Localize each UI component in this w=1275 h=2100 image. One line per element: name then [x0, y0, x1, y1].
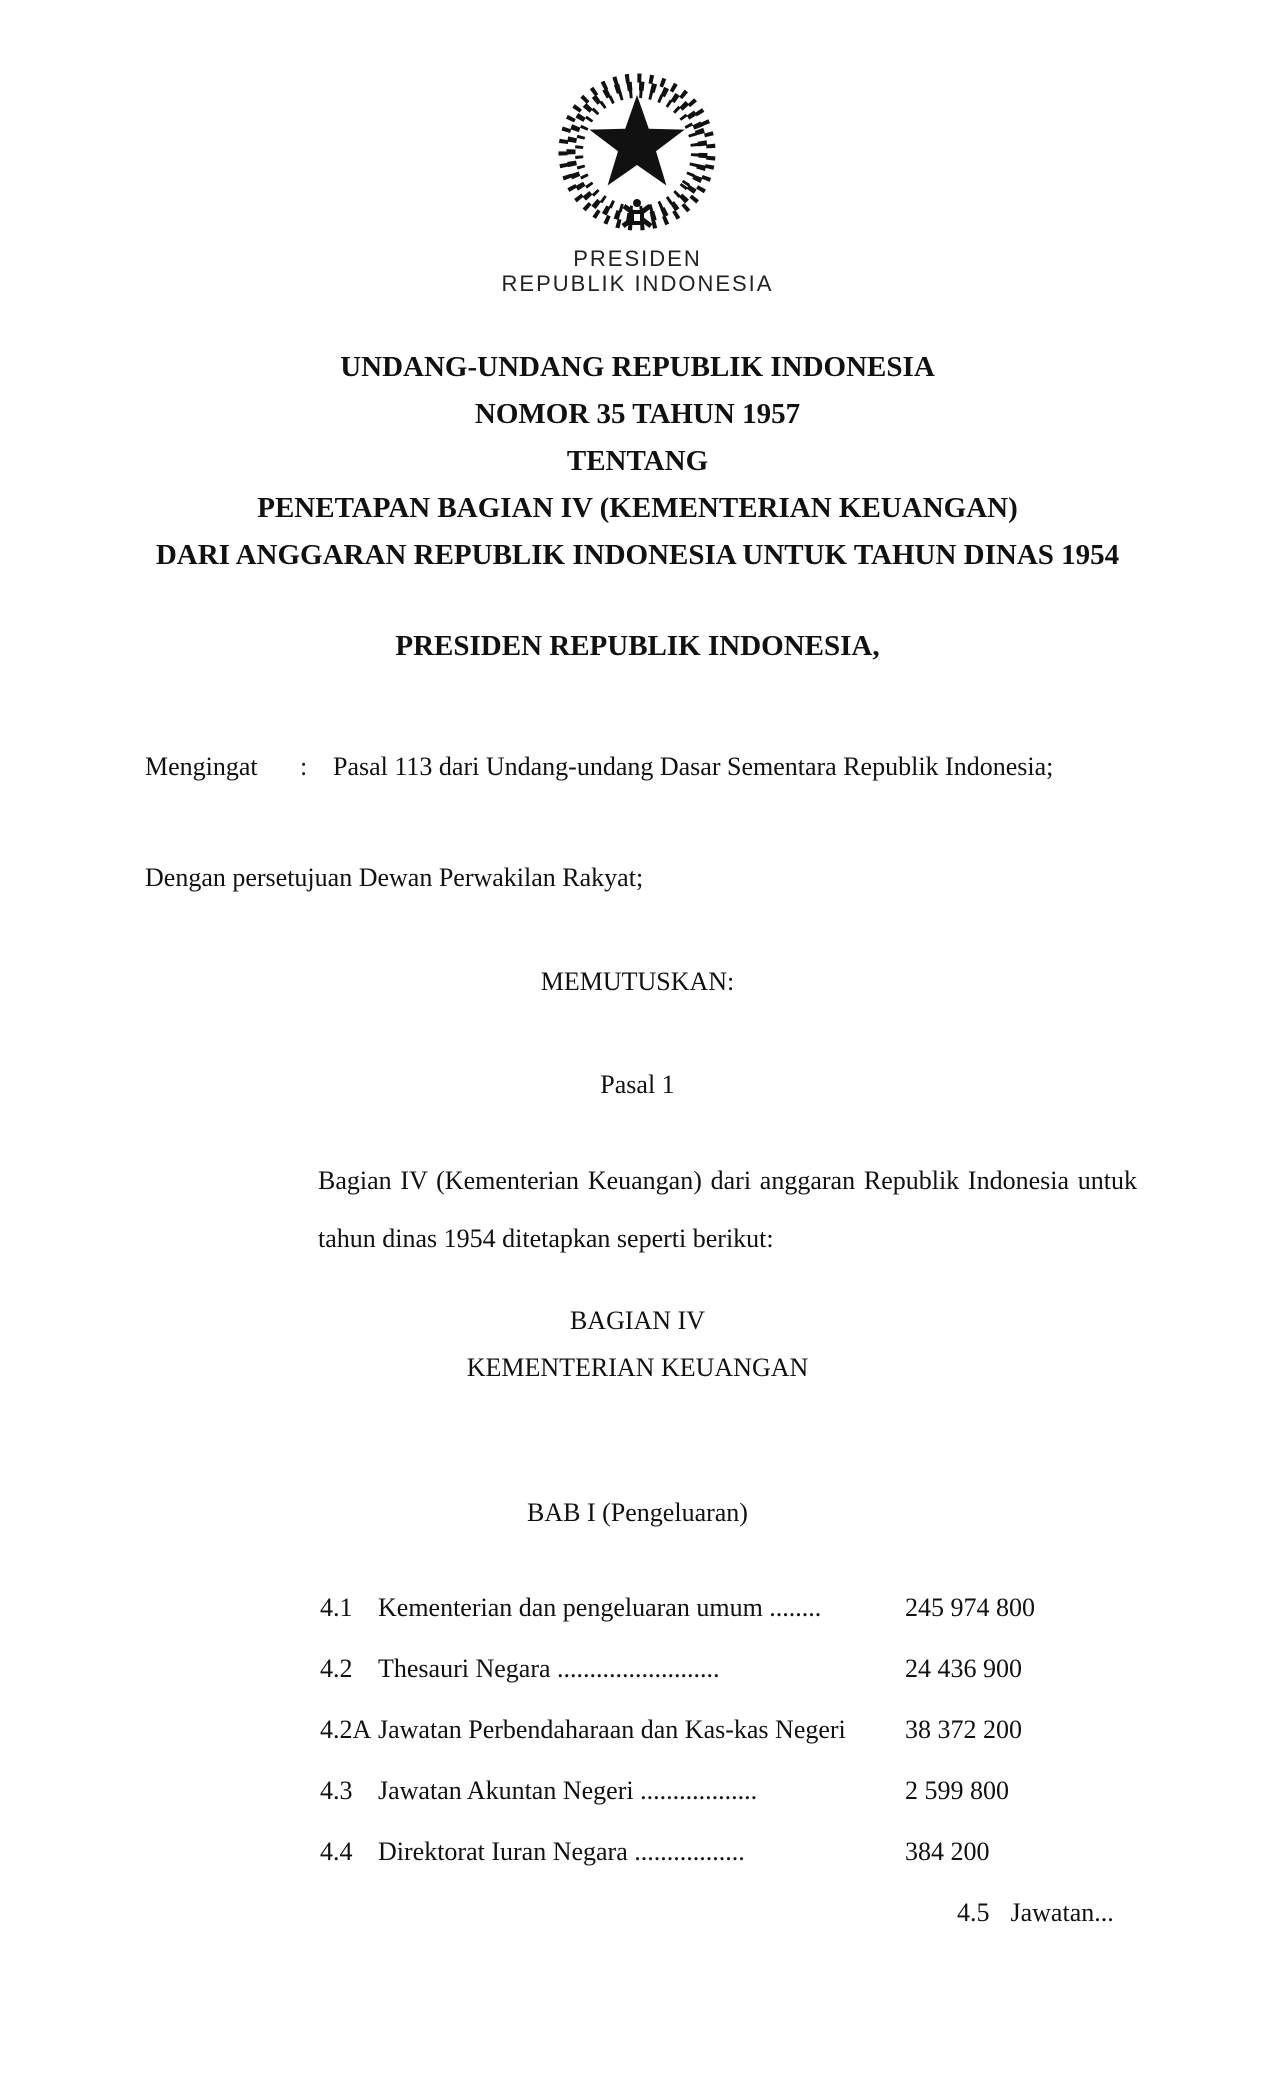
budget-item-amount: 38 372 200: [905, 1715, 1022, 1744]
chapter-heading: BAB I (Pengeluaran): [527, 1498, 748, 1527]
budget-item-code: 4.2: [320, 1654, 353, 1683]
presidential-seal: [547, 42, 727, 242]
budget-item-label: Direktorat Iuran Negara .................: [378, 1837, 745, 1866]
law-title-line-4: PENETAPAN BAGIAN IV (KEMENTERIAN KEUANGAN): [257, 492, 1018, 524]
catchword-code: 4.5: [957, 1898, 990, 1927]
seal-caption-presiden: PRESIDEN: [573, 246, 702, 271]
budget-item-label: Jawatan Akuntan Negeri ..................: [378, 1776, 758, 1805]
decision-heading: MEMUTUSKAN:: [540, 967, 735, 996]
budget-item-code: 4.3: [320, 1776, 353, 1805]
budget-item-code: 4.1: [320, 1593, 353, 1622]
budget-row: [320, 1778, 1140, 1804]
considering-label: Mengingat: [145, 752, 258, 781]
law-title-line-3: TENTANG: [566, 445, 709, 477]
budget-item-code: 4.2A: [320, 1715, 372, 1744]
considering-text: Pasal 113 dari Undang-undang Dasar Sementara Republik Indonesia;: [333, 752, 1054, 781]
law-title-line-1: UNDANG-UNDANG REPUBLIK INDONESIA: [340, 351, 935, 383]
budget-item-code: 4.4: [320, 1837, 353, 1866]
budget-list: [320, 1595, 1140, 1865]
article-body: Bagian IV (Kementerian Keuangan) dari anggaran Republik Indonesia untuk tahun dinas 1954 ditetapkan seperti berikut:: [318, 1166, 1137, 1253]
budget-item-amount: 245 974 800: [905, 1593, 1035, 1622]
considering-separator: :: [300, 752, 308, 781]
ministry-heading: KEMENTERIAN KEUANGAN: [466, 1353, 809, 1382]
budget-item-amount: 384 200: [905, 1837, 990, 1866]
law-title-line-2: NOMOR 35 TAHUN 1957: [474, 398, 801, 430]
budget-item-label: Kementerian dan pengeluaran umum ........: [378, 1593, 822, 1622]
considering-clause: [145, 752, 1135, 782]
budget-item-label: Thesauri Negara .........................: [378, 1654, 720, 1683]
budget-item-label: Jawatan Perbendaharaan dan Kas-kas Negeri: [378, 1715, 846, 1744]
preamble-heading: PRESIDEN REPUBLIK INDONESIA,: [395, 630, 880, 662]
budget-row: [320, 1595, 1140, 1621]
seal-ribbon: [623, 199, 651, 226]
budget-row: [320, 1717, 1140, 1743]
budget-row: [320, 1839, 1140, 1865]
catchword-text: Jawatan...: [1010, 1898, 1114, 1927]
budget-item-amount: 24 436 900: [905, 1654, 1022, 1683]
law-title-line-5: DARI ANGGARAN REPUBLIK INDONESIA UNTUK TAHUN DINAS 1954: [155, 539, 1120, 571]
agreement-clause: Dengan persetujuan Dewan Perwakilan Rakyat;: [145, 863, 644, 892]
part-heading: BAGIAN IV: [569, 1306, 706, 1335]
catchword: [957, 1900, 1114, 1926]
law-title: [0, 344, 1275, 579]
article-heading: Pasal 1: [600, 1070, 675, 1099]
seal-caption-republik-indonesia: REPUBLIK INDONESIA: [501, 271, 774, 296]
seal-star-icon: [589, 95, 684, 186]
budget-item-amount: 2 599 800: [905, 1776, 1009, 1805]
budget-row: [320, 1656, 1140, 1682]
presidential-seal-icon: [547, 42, 727, 242]
